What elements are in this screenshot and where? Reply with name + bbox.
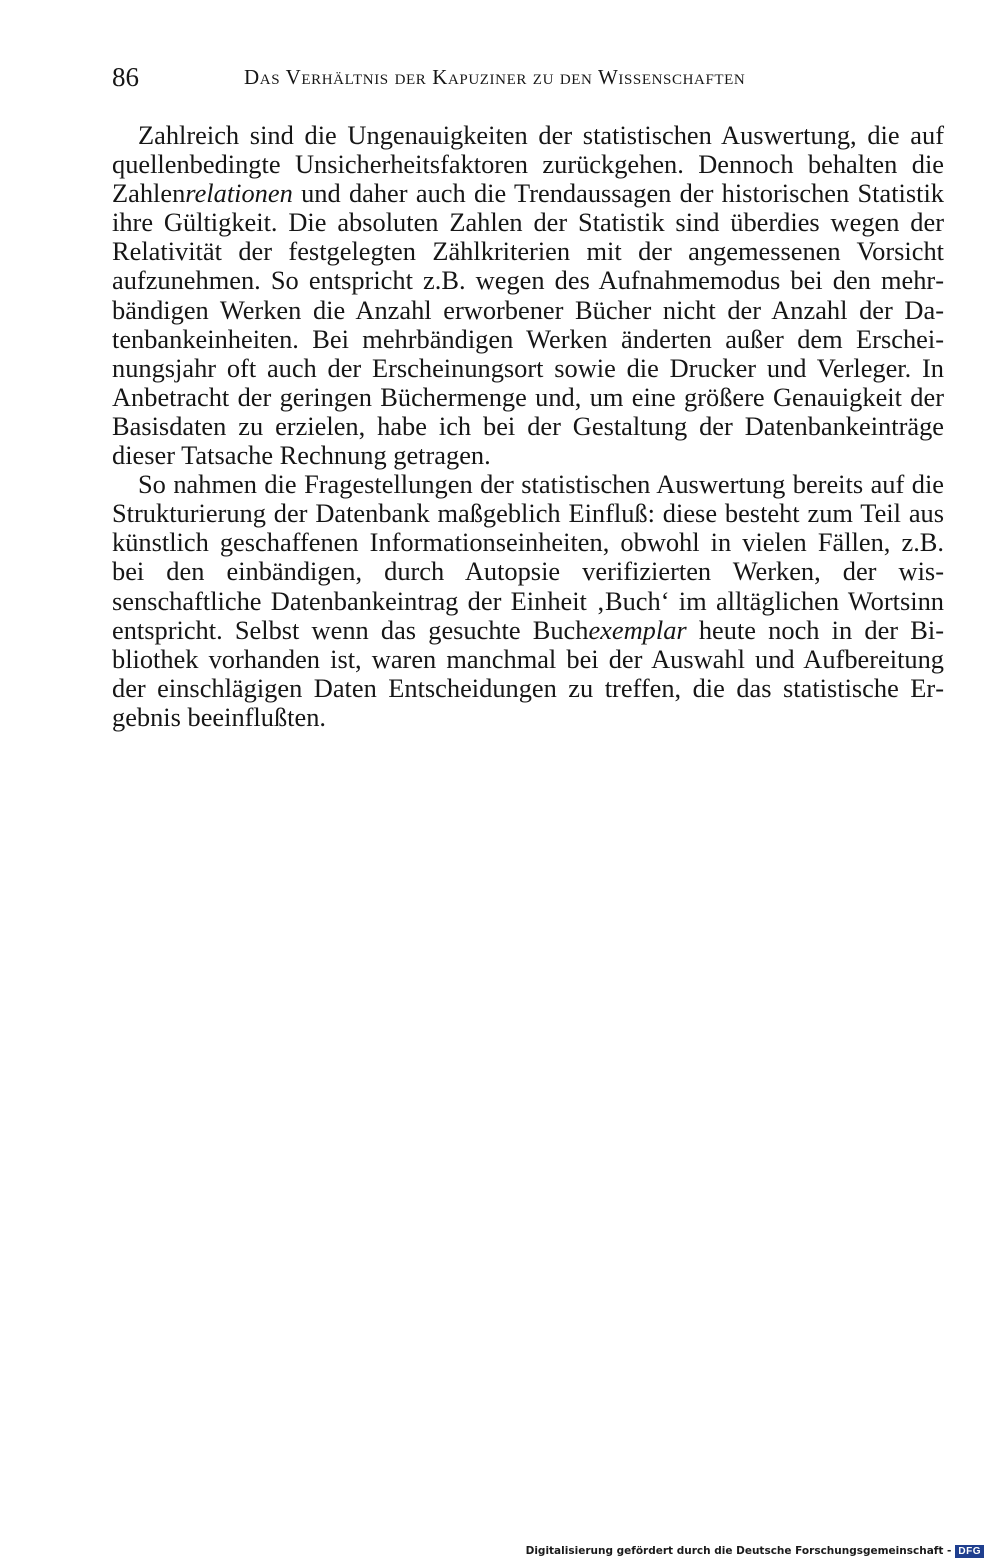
digitization-footer (526, 1543, 984, 1559)
paragraph-1 (112, 121, 944, 470)
text-run: exemplar (588, 614, 687, 645)
text-run: So nahmen die Fragestellungen der statistischen Auswertung bereits auf die Strukturierung der Datenbank maßgeblich Einfluß: diese besteht zum Teil aus künstlich geschaffenen Informationseinheiten, obwohl in vielen Fällen, z.B. bei den einbändigen, durch Autopsie verifizierten Werken, der wissenschaftliche Datenbankeintrag der Einheit ‚Buch‘ im alltäglichen Wortsinn entspricht. Selbst wenn das gesuchte Buch (112, 469, 944, 645)
text-run: Zahlreich sind die Ungenauigkeiten der statistischen Auswertung, die auf quellenbedingte Unsicherheitsfaktoren zurückgehen. Dennoch behalten die Zahlen (112, 120, 944, 209)
text-run: heute noch in der Bibliothek vorhanden ist, waren manchmal bei der Auswahl und Aufbereitung der einschlägigen Daten Entscheidungen zu treffen, die das statistische Ergebnis beeinflußten. (112, 614, 944, 732)
page-header (112, 60, 944, 94)
text-run: und daher auch die Trendaussagen der historischen Statistik ihre Gültigkeit. Die absoluten Zahlen der Statistik sind überdies wegen der Relativität der festgelegten Zählkriterien mit der angemessenen Vorsicht aufzunehmen. So entspricht z.B. wegen des Aufnahmemodus bei den mehrbändigen Werken die Anzahl erworbener Bücher nicht der Anzahl der Datenbankeinheiten. Bei mehrbändigen Werken änderten außer dem Erscheinungsjahr oft auch der Erscheinungsort sowie die Drucker und Verleger. In Anbetracht der geringen Büchermenge und, um eine größere Genauigkeit der Basisdaten zu erzielen, habe ich bei der Gestaltung der Datenbankeinträge dieser Tatsache Rechnung getragen. (112, 178, 944, 471)
text-run: relationen (185, 178, 293, 209)
digitization-notice: Digitalisierung gefördert durch die Deutsche Forschungsgemeinschaft - (525, 1545, 952, 1557)
dfg-logo: DFG (955, 1545, 984, 1558)
page-number: 86 (112, 62, 139, 92)
running-title: Das Verhältnis der Kapuziner zu den Wissenschaften (244, 65, 746, 89)
body-text (112, 121, 944, 732)
paragraph-2 (112, 470, 944, 732)
